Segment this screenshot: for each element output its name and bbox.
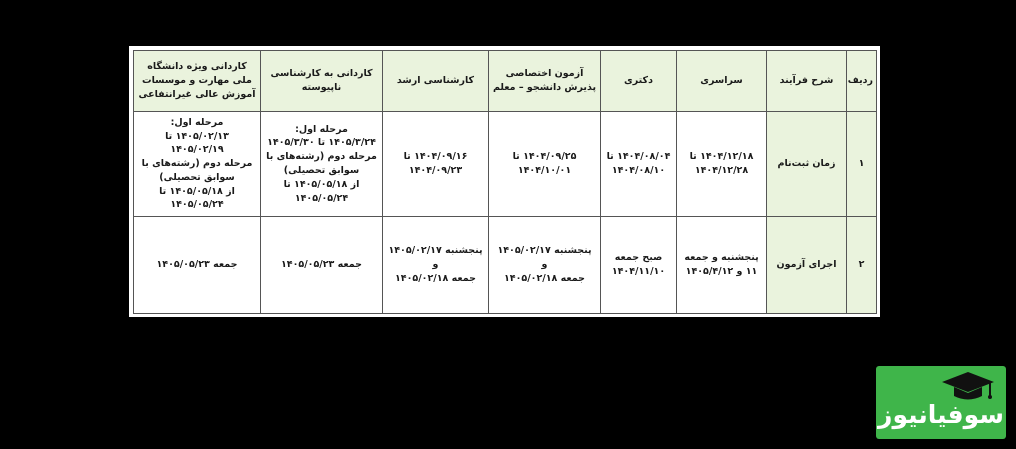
header-associate-skills-university: کاردانی ویژه دانشگاه ملی مهارت و موسسات آموزش عالی غیرانتفاعی (134, 51, 261, 112)
table-header-row (134, 51, 877, 112)
table-cell: جمعه ۱۴۰۵/۰۵/۲۳ (134, 217, 261, 314)
table-cell: ۱۴۰۴/۰۹/۲۵ تا ۱۴۰۴/۱۰/۰۱ (489, 112, 601, 217)
table-cell: زمان ثبت‌نام (767, 112, 847, 217)
table-cell: ۲ (847, 217, 877, 314)
table-cell: ۱۴۰۴/۰۸/۰۴ تا ۱۴۰۴/۰۸/۱۰ (601, 112, 677, 217)
table-cell: پنجشنبه ۱۴۰۵/۰۲/۱۷ و جمعه ۱۴۰۵/۰۲/۱۸ (489, 217, 601, 314)
table-cell: مرحله اول: ۱۴۰۵/۰۲/۱۳ تا ۱۴۰۵/۰۲/۱۹ مرحله دوم (رشته‌های با سوابق تحصیلی) از ۱۴۰۵/۰۵/۱۸ تا ۱۴۰۵/۰۵/۲۴ (134, 112, 261, 217)
header-phd: دکتری (601, 51, 677, 112)
table-cell: مرحله اول: ۱۴۰۵/۳/۲۴ تا ۱۴۰۵/۳/۳۰ مرحله دوم (رشته‌های با سوابق تحصیلی) از ۱۴۰۵/۰۵/۱۸ تا ۱۴۰۵/۰۵/۲۴ (261, 112, 383, 217)
graduation-cap-icon (940, 370, 996, 404)
exam-schedule-table (133, 50, 877, 314)
watermark-text: سوفیانیوز (878, 400, 1004, 429)
header-student-teacher-exam: آزمون اختصاصی پذیرش دانشجو – معلم (489, 51, 601, 112)
site-watermark-logo (876, 366, 1006, 439)
table-cell: ۱۴۰۴/۱۲/۱۸ تا ۱۴۰۴/۱۲/۲۸ (677, 112, 767, 217)
header-masters: کارشناسی ارشد (383, 51, 489, 112)
header-row-number: ردیف (847, 51, 877, 112)
header-associate-to-bachelor: کاردانی به کارشناسی ناپیوسته (261, 51, 383, 112)
header-national-exam: سراسری (677, 51, 767, 112)
table-row-registration (134, 112, 877, 217)
table-cell: جمعه ۱۴۰۵/۰۵/۲۳ (261, 217, 383, 314)
table-cell: اجرای آزمون (767, 217, 847, 314)
table-cell: ۱ (847, 112, 877, 217)
table-cell: صبح جمعه ۱۴۰۴/۱۱/۱۰ (601, 217, 677, 314)
table-cell: پنجشنبه ۱۴۰۵/۰۲/۱۷ و جمعه ۱۴۰۵/۰۲/۱۸ (383, 217, 489, 314)
schedule-document (129, 46, 880, 317)
table-cell: پنجشنبه و جمعه ۱۱ و ۱۴۰۵/۴/۱۲ (677, 217, 767, 314)
table-cell: ۱۴۰۴/۰۹/۱۶ تا ۱۴۰۴/۰۹/۲۳ (383, 112, 489, 217)
table-row-exam-date (134, 217, 877, 314)
header-process-description: شرح فرآیند (767, 51, 847, 112)
